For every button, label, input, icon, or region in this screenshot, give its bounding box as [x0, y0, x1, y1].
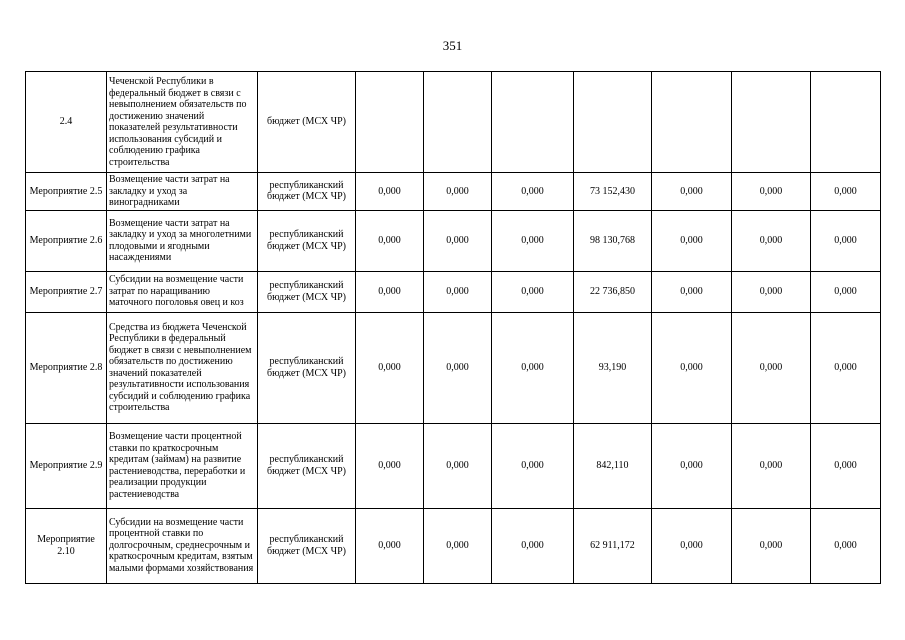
funding-source-cell: республиканский бюджет (МСХ ЧР): [258, 508, 356, 583]
value-cell: 0,000: [811, 423, 881, 508]
budget-table: [25, 71, 881, 584]
value-cell: 842,110: [574, 423, 652, 508]
value-cell: 0,000: [811, 312, 881, 423]
funding-source-cell: республиканский бюджет (МСХ ЧР): [258, 210, 356, 271]
value-cell: 0,000: [732, 423, 811, 508]
value-cell: 62 911,172: [574, 508, 652, 583]
value-cell: 22 736,850: [574, 271, 652, 312]
funding-source-cell: республиканский бюджет (МСХ ЧР): [258, 423, 356, 508]
value-cell: 0,000: [356, 271, 424, 312]
value-cell: 0,000: [492, 312, 574, 423]
value-cell: 0,000: [811, 173, 881, 211]
value-cell: 0,000: [424, 173, 492, 211]
value-cell: 0,000: [492, 508, 574, 583]
event-name-cell: Средства из бюджета Чеченской Республики в федеральный бюджет в связи с невыполнением обязательств по достижению значений показателей результативности использования субсидий и соблюдению графика строительства: [107, 312, 258, 423]
value-cell: 0,000: [356, 423, 424, 508]
value-cell: 0,000: [356, 312, 424, 423]
event-id-cell: Мероприятие 2.10: [26, 508, 107, 583]
value-cell: 0,000: [356, 173, 424, 211]
value-cell: 0,000: [811, 271, 881, 312]
value-cell: 0,000: [732, 173, 811, 211]
event-id-cell: Мероприятие 2.8: [26, 312, 107, 423]
value-cell: [811, 72, 881, 173]
value-cell: 0,000: [652, 210, 732, 271]
value-cell: 0,000: [492, 173, 574, 211]
value-cell: 0,000: [492, 423, 574, 508]
value-cell: 0,000: [652, 271, 732, 312]
funding-source-cell: республиканский бюджет (МСХ ЧР): [258, 271, 356, 312]
value-cell: 0,000: [811, 508, 881, 583]
value-cell: 0,000: [652, 312, 732, 423]
table-row: [26, 72, 881, 173]
value-cell: 0,000: [732, 271, 811, 312]
value-cell: 0,000: [492, 210, 574, 271]
value-cell: [492, 72, 574, 173]
event-name-cell: Субсидии на возмещение части затрат по наращиванию маточного поголовья овец и коз: [107, 271, 258, 312]
value-cell: [356, 72, 424, 173]
value-cell: [424, 72, 492, 173]
event-id-cell: Мероприятие 2.6: [26, 210, 107, 271]
table-row: [26, 508, 881, 583]
event-id-cell: Мероприятие 2.5: [26, 173, 107, 211]
value-cell: 0,000: [424, 312, 492, 423]
funding-source-cell: республиканский бюджет (МСХ ЧР): [258, 173, 356, 211]
value-cell: 0,000: [732, 210, 811, 271]
event-id-cell: Мероприятие 2.7: [26, 271, 107, 312]
value-cell: 0,000: [424, 271, 492, 312]
event-id-cell: Мероприятие 2.9: [26, 423, 107, 508]
table-row: [26, 423, 881, 508]
event-name-cell: Чеченской Республики в федеральный бюджет в связи с невыполнением обязательств по достижению значений показателей результативности использования субсидий и соблюдению графика строительства: [107, 72, 258, 173]
value-cell: 0,000: [811, 210, 881, 271]
event-name-cell: Возмещение части затрат на закладку и уход за виноградниками: [107, 173, 258, 211]
value-cell: 0,000: [652, 423, 732, 508]
event-name-cell: Возмещение части затрат на закладку и уход за многолетними плодовыми и ягодными насаждениями: [107, 210, 258, 271]
event-id-cell: 2.4: [26, 72, 107, 173]
table-row: [26, 271, 881, 312]
value-cell: 93,190: [574, 312, 652, 423]
event-name-cell: Субсидии на возмещение части процентной ставки по долгосрочным, среднесрочным и краткосрочным кредитам, взятым малыми формами хозяйствования: [107, 508, 258, 583]
value-cell: [574, 72, 652, 173]
table-body: [26, 72, 881, 584]
value-cell: 0,000: [424, 210, 492, 271]
value-cell: 98 130,768: [574, 210, 652, 271]
value-cell: 0,000: [424, 423, 492, 508]
value-cell: 0,000: [732, 312, 811, 423]
funding-source-cell: бюджет (МСХ ЧР): [258, 72, 356, 173]
value-cell: 0,000: [492, 271, 574, 312]
value-cell: 73 152,430: [574, 173, 652, 211]
table-row: [26, 312, 881, 423]
event-name-cell: Возмещение части процентной ставки по краткосрочным кредитам (займам) на развитие растениеводства, переработки и реализации продукции растениеводства: [107, 423, 258, 508]
value-cell: 0,000: [732, 508, 811, 583]
table-row: [26, 210, 881, 271]
value-cell: 0,000: [652, 173, 732, 211]
value-cell: 0,000: [652, 508, 732, 583]
funding-source-cell: республиканский бюджет (МСХ ЧР): [258, 312, 356, 423]
value-cell: [652, 72, 732, 173]
page-number: 351: [442, 38, 463, 53]
value-cell: 0,000: [424, 508, 492, 583]
table-row: [26, 173, 881, 211]
value-cell: 0,000: [356, 210, 424, 271]
value-cell: [732, 72, 811, 173]
value-cell: 0,000: [356, 508, 424, 583]
